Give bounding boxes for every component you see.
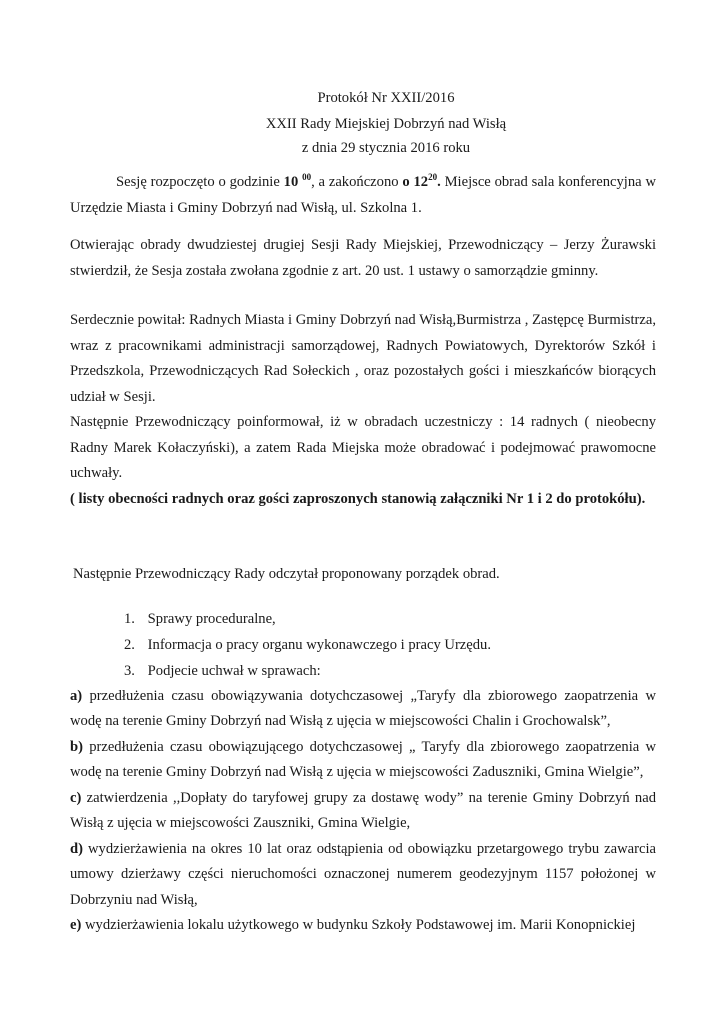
list-item: e) wydzierżawienia lokalu użytkowego w budynku Szkoły Podstawowej im. Marii Konopnickiej [70, 917, 636, 933]
list-item: b) przedłużenia czasu obowiązującego dotychczasowej „ Taryfy dla zbiorowego zaopatrzenia w wodę na terenie Gminy Dobrzyń nad Wisłą z ujęcia w miejscowości Zaduszniki, Gmina Wielgie”, [70, 738, 656, 780]
start-time: 10 $^{00}$ [283, 172, 312, 190]
agenda-list [70, 606, 656, 684]
attachments-note: ( listy obecności radnych oraz gości zaproszonych stanowią załączniki Nr 1 i 2 do protokółu). [70, 490, 646, 507]
document-page [70, 86, 656, 939]
list-item: 2. Informacja o pracy organu wykonawczego i pracy Urzędu. [124, 636, 492, 653]
list-item: c) zatwierdzenia ,,Dopłaty do taryfowej grupy za dostawę wody” na terenie Gminy Dobrzyń nad Wisłą z ujęcia w miejscowości Zauszniki, Gmina Wielgie, [70, 789, 656, 831]
list-item: a) przedłużenia czasu obowiązywania dotychczasowej „Taryfy dla zbiorowego zaopatrzenia w wodę na terenie Gminy Dobrzyń nad Wisłą z ujęcia w miejscowości Chalin i Grochowalsk”, [70, 687, 656, 729]
list-item: d) wydzierżawienia na okres 10 lat oraz odstąpienia od obowiązku przetargowego trybu zawarcia umowy dzierżawy części nieruchomości oznaczonej numerem geodezyjnym 1157 położonej w Dobrzyniu nad Wisłą, [70, 840, 656, 908]
attendance-paragraph: Następnie Przewodniczący poinformował, iż w obradach uczestniczy : 14 radnych ( nieobecny Radny Marek Kołaczyński), a zatem Rada Miejska może obradować i podejmować prawomocne uchwały. [70, 414, 656, 481]
council-name: XXII Rady Miejskiej Dobrzyń nad Wisłą [265, 116, 507, 132]
list-item: 3. Podjecie uchwał w sprawach: [124, 662, 321, 679]
resolutions-list [70, 684, 656, 939]
protocol-date: z dnia 29 stycznia 2016 roku [301, 140, 471, 156]
end-time: o $12^{20}$. [402, 172, 441, 190]
document-header [116, 86, 656, 160]
session-times-paragraph: Sesję rozpoczęto o godzinie 10 $^{00}$, a zakończono o $12^{20}$. Miejsce obrad sala konferencyjna w Urzędzie Miasta i Gminy Dobrzyń nad Wisłą, ul. Szkolna 1. [70, 172, 656, 216]
protocol-number: Protokół Nr XXII/2016 [317, 90, 455, 106]
greeting-paragraph: Serdecznie powitał: Radnych Miasta i Gminy Dobrzyń nad Wisłą,Burmistrza , Zastępcę Burmistrza, wraz z pracownikami administracji samorządowej, Radnych Powiatowych, Dyrektorów Szkół i Przedszkola, Przewodniczących Rad Sołeckich , oraz pozostałych gości i mieszkańców biorących udział w Sesji. [70, 312, 656, 405]
list-item: 1. Sprawy proceduralne, [124, 610, 276, 627]
agenda-intro: Następnie Przewodniczący Rady odczytał proponowany porządek obrad. [73, 566, 500, 582]
opening-paragraph: Otwierając obrady dwudziestej drugiej Sesji Rady Miejskiej, Przewodniczący – Jerzy Żurawski stwierdził, że Sesja została zwołana zgodnie z art. 20 ust. 1 ustawy o samorządzie gminny. [70, 237, 656, 279]
